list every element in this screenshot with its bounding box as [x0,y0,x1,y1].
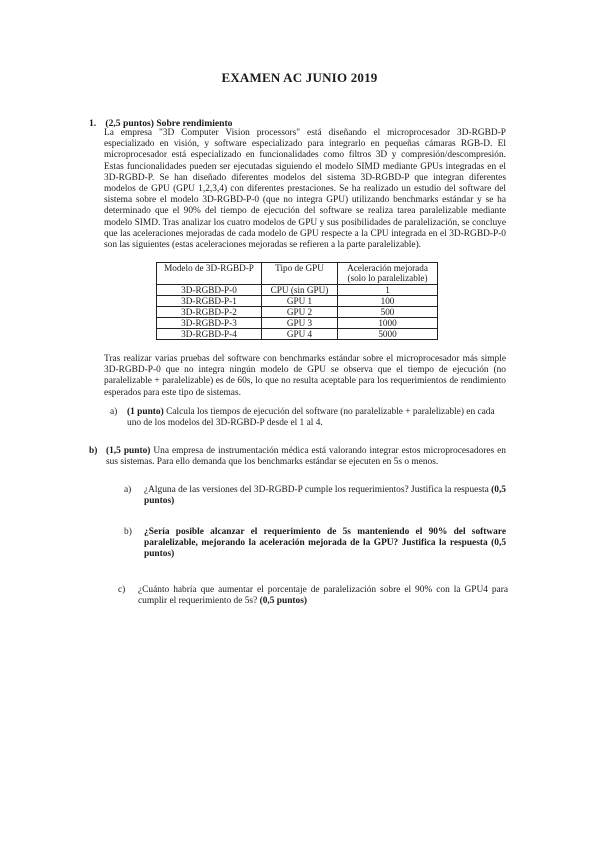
table-header-row [157,263,438,285]
gpu-models-table [156,262,438,340]
question-2c-label: c) [118,585,126,595]
table-cell-gpu: GPU 3 [262,318,338,329]
table-cell-model: 3D-RGBD-P-1 [157,296,262,307]
question-2-label: b) [89,446,98,456]
question-2-text [106,446,506,468]
question-2a-label: a) [124,485,132,495]
table-cell-gpu: CPU (sin GPU) [262,285,338,296]
question-2b-label: b) [124,527,132,537]
question-2b-text [144,527,506,561]
table-header-gpu-type: Tipo de GPU [262,263,338,285]
question-2a-text [144,485,506,507]
table-cell-speedup: 100 [338,296,438,307]
question-2c-text [138,585,508,607]
question-1-title: (2,5 puntos) Sobre rendimiento [105,118,233,129]
table-cell-model: 3D-RGBD-P-2 [157,307,262,318]
table-cell-speedup: 5000 [338,329,438,340]
question-2c-points: (0,5 puntos) [259,596,307,607]
question-1a-text [127,407,508,429]
question-2-points: (1,5 punto) [106,446,151,456]
question-2c-body: ¿Cuánto habría que aumentar el porcentaje de paralelización sobre el 90% con la GPU4 para cumplir el requerimiento de 5s? [138,585,508,607]
table-header-speedup: Aceleración mejorada (solo lo paralelizable) [338,263,438,285]
question-1-number: 1. [89,118,97,129]
table-row [157,285,438,296]
table-cell-speedup: 500 [338,307,438,318]
table-cell-speedup: 1 [338,285,438,296]
table-cell-gpu: GPU 1 [262,296,338,307]
table-cell-speedup: 1000 [338,318,438,329]
question-1-intro: La empresa "3D Computer Vision processors" está diseñando el microprocesador 3D-RGBD-P especializado en visión, y software especializado para integrarlo en pequeñas cámaras RGB-D. El microprocesador está especializado en funcionalidades como filtros 3D y compresión/descompresión. Estas funcionalidades pueden ser ejecutadas siguiendo el modelo SIMD mediante GPUs integradas en el 3D-RGBD-P. Se han diseñado diferentes modelos del sistema 3D-RGBD-P que integran diferentes modelos de GPU (GPU 1,2,3,4) con diferentes prestaciones. Se ha realizado un estudio del software del sistema sobre el modelo 3D-RGBD-P-0 (que no integra GPU) utilizando benchmarks estándar y se ha determinado que el 90% del tiempo de ejecución del software se realiza tarea paralelizable mediante modelo SIMD. Tras analizar los cuatro modelos de GPU y sus posibilidades de paralelización, se concluye que las aceleraciones mejoradas de cada modelo de GPU respecte a la CPU integrada en el 3D-RGBD-P-0 son las siguientes (estas aceleraciones mejoradas se refieren a la parte paralelizable). [104,128,506,251]
table-row [157,296,438,307]
question-1a-points: (1 punto) [127,407,164,417]
question-1a-label: a) [110,407,118,417]
question-2a-points: (0,5 puntos) [144,485,506,507]
question-2-body: Una empresa de instrumentación médica está valorando integrar estos microprocesadores en sus sistemas. Para ello demanda que los benchmarks estándar se ejecuten en 5s o menos. [106,446,506,468]
table-cell-model: 3D-RGBD-P-4 [157,329,262,340]
page-title: EXAMEN AC JUNIO 2019 [221,70,378,85]
question-2b-points: (0,5 puntos) [144,538,507,560]
table-cell-model: 3D-RGBD-P-3 [157,318,262,329]
table-cell-gpu: GPU 2 [262,307,338,318]
table-header-model: Modelo de 3D-RGBD-P [157,263,262,285]
question-2b-body: ¿Sería posible alcanzar el requerimiento de 5s manteniendo el 90% del software paralelizable, mejorando la aceleración mejorada de la GPU? Justifica la respuesta [144,527,506,549]
question-1-context: Tras realizar varias pruebas del software con benchmarks estándar sobre el microprocesador más simple 3D-RGBD-P-0 que no integra ningún modelo de GPU se observa que el tiempo de ejecución (no paralelizable + paralelizable) es de 60s, lo que no resulta aceptable para los requerimientos de rendimiento esperados para este tipo de sistemas. [104,354,506,398]
question-1a-body: Calcula los tiempos de ejecución del software (no paralelizable + paralelizable) en cada uno de los modelos del 3D-RGBD-P desde el 1 al 4. [127,407,495,429]
table-row [157,329,438,340]
table-cell-model: 3D-RGBD-P-0 [157,285,262,296]
question-2a-body: ¿Alguna de las versiones del 3D-RGBD-P cumple los requerimientos? Justifica la respuesta [144,485,489,495]
table-cell-gpu: GPU 4 [262,329,338,340]
table-row [157,318,438,329]
table-row [157,307,438,318]
